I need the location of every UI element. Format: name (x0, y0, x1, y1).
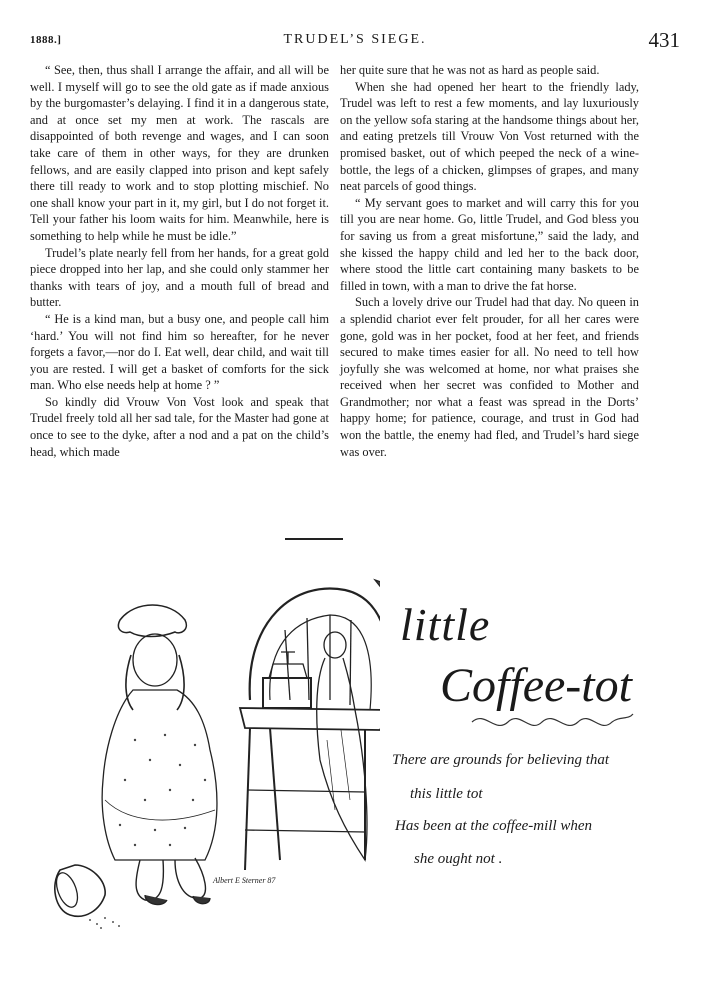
running-title: TRUDEL’S SIEGE. (283, 32, 427, 47)
artist-signature: Albert E Sterner 87 (213, 876, 276, 885)
poem-line: she ought not . (414, 851, 503, 867)
paragraph: Such a lovely drive our Trudel had that day. No queen in a splendid chariot ever felt prouder, for all her cares were gone, gold was in her pocket, food at her feet, and friends secured to make times easier for all. No need to tell how joyfully she was welcomed at home, nor what praises she received when her secret was confided to Mother and Grandmother; nor what a feast was spread in the Dorts’ happy home; for patience, courage, and trust in God had won the battle, the enemy had fled, and Trudel’s hard siege was over. (340, 295, 639, 459)
issue-year: 1888.] (30, 34, 62, 46)
running-header (30, 30, 680, 54)
poem-line: Has been at the coffee-mill when (395, 818, 593, 834)
paragraph: her quite sure that he was not as hard as people said. (340, 63, 600, 77)
poem-line: this little tot (410, 786, 483, 802)
paragraph: “ My servant goes to market and will carry this for you till you are near home. Go, little Trudel, and God bless you for saving us from a great misfortune,” said the lady, and she kissed the happy child and led her to the back door, where stood the little cart containing many baskets to be filled in town, with a man to drive the fat horse. (340, 195, 639, 293)
right-text-column (340, 62, 639, 460)
decorative-flourish (470, 708, 635, 736)
page-number: 431 (648, 28, 680, 52)
paragraph: “ See, then, thus shall I arrange the affair, and all will be well. I myself will go to see the old gate as if made anxious by the burgomaster’s delaying. I find it in a dangerous state, and at once set my men at work. The rascals are disappointed of both revenge and wages, and I can soon take care of them in other ways, for they are drunken fellows, and are easily clapped into prison and kept safely there till ready to work and to stop plotting mischief. No one shall know your part in it, my girl, but I do not forget it. Tell your father his loom waits for him. Meanwhile, here is something to help while he must be idle.” (30, 63, 329, 243)
poem-title-little: little (400, 599, 491, 650)
paragraph: When she had opened her heart to the friendly lady, Trudel was left to rest a few moments, and lay luxuriously on the yellow sofa staring at the handsome things about her, and eating pretzels till Vrouw Von Vost returned with the promised basket, out of which peeped the neck of a wine-bottle, the legs of a chicken, glimpses of grapes, and many neat parcels of good things. (340, 79, 639, 194)
paragraph: “ He is a kind man, but a busy one, and people call him ‘hard.’ You will not find him so hereafter, for he never forgets a favor,—nor do I. Eat well, dear child, and wait till you are rested. I will get a basket of comforts for the sick man. Who else needs help at home ? ” (30, 311, 329, 393)
poem-line: There are grounds for believing that (392, 752, 610, 768)
left-text-column (30, 62, 329, 460)
paragraph: Trudel’s plate nearly fell from her hands, for a great gold piece dropped into her lap, and she could only stammer her thanks with tears of joy, and a mouth full of bread and butter. (30, 245, 329, 310)
poem-title-coffee-tot: Coffee-tot (440, 659, 632, 712)
paragraph: So kindly did Vrouw Von Vost look and speak that Trudel freely told all her sad tale, for the Master had gone at once to see to the dyke, after a nod and a pat on the child’s head, which made (30, 394, 329, 459)
section-divider (285, 538, 343, 540)
